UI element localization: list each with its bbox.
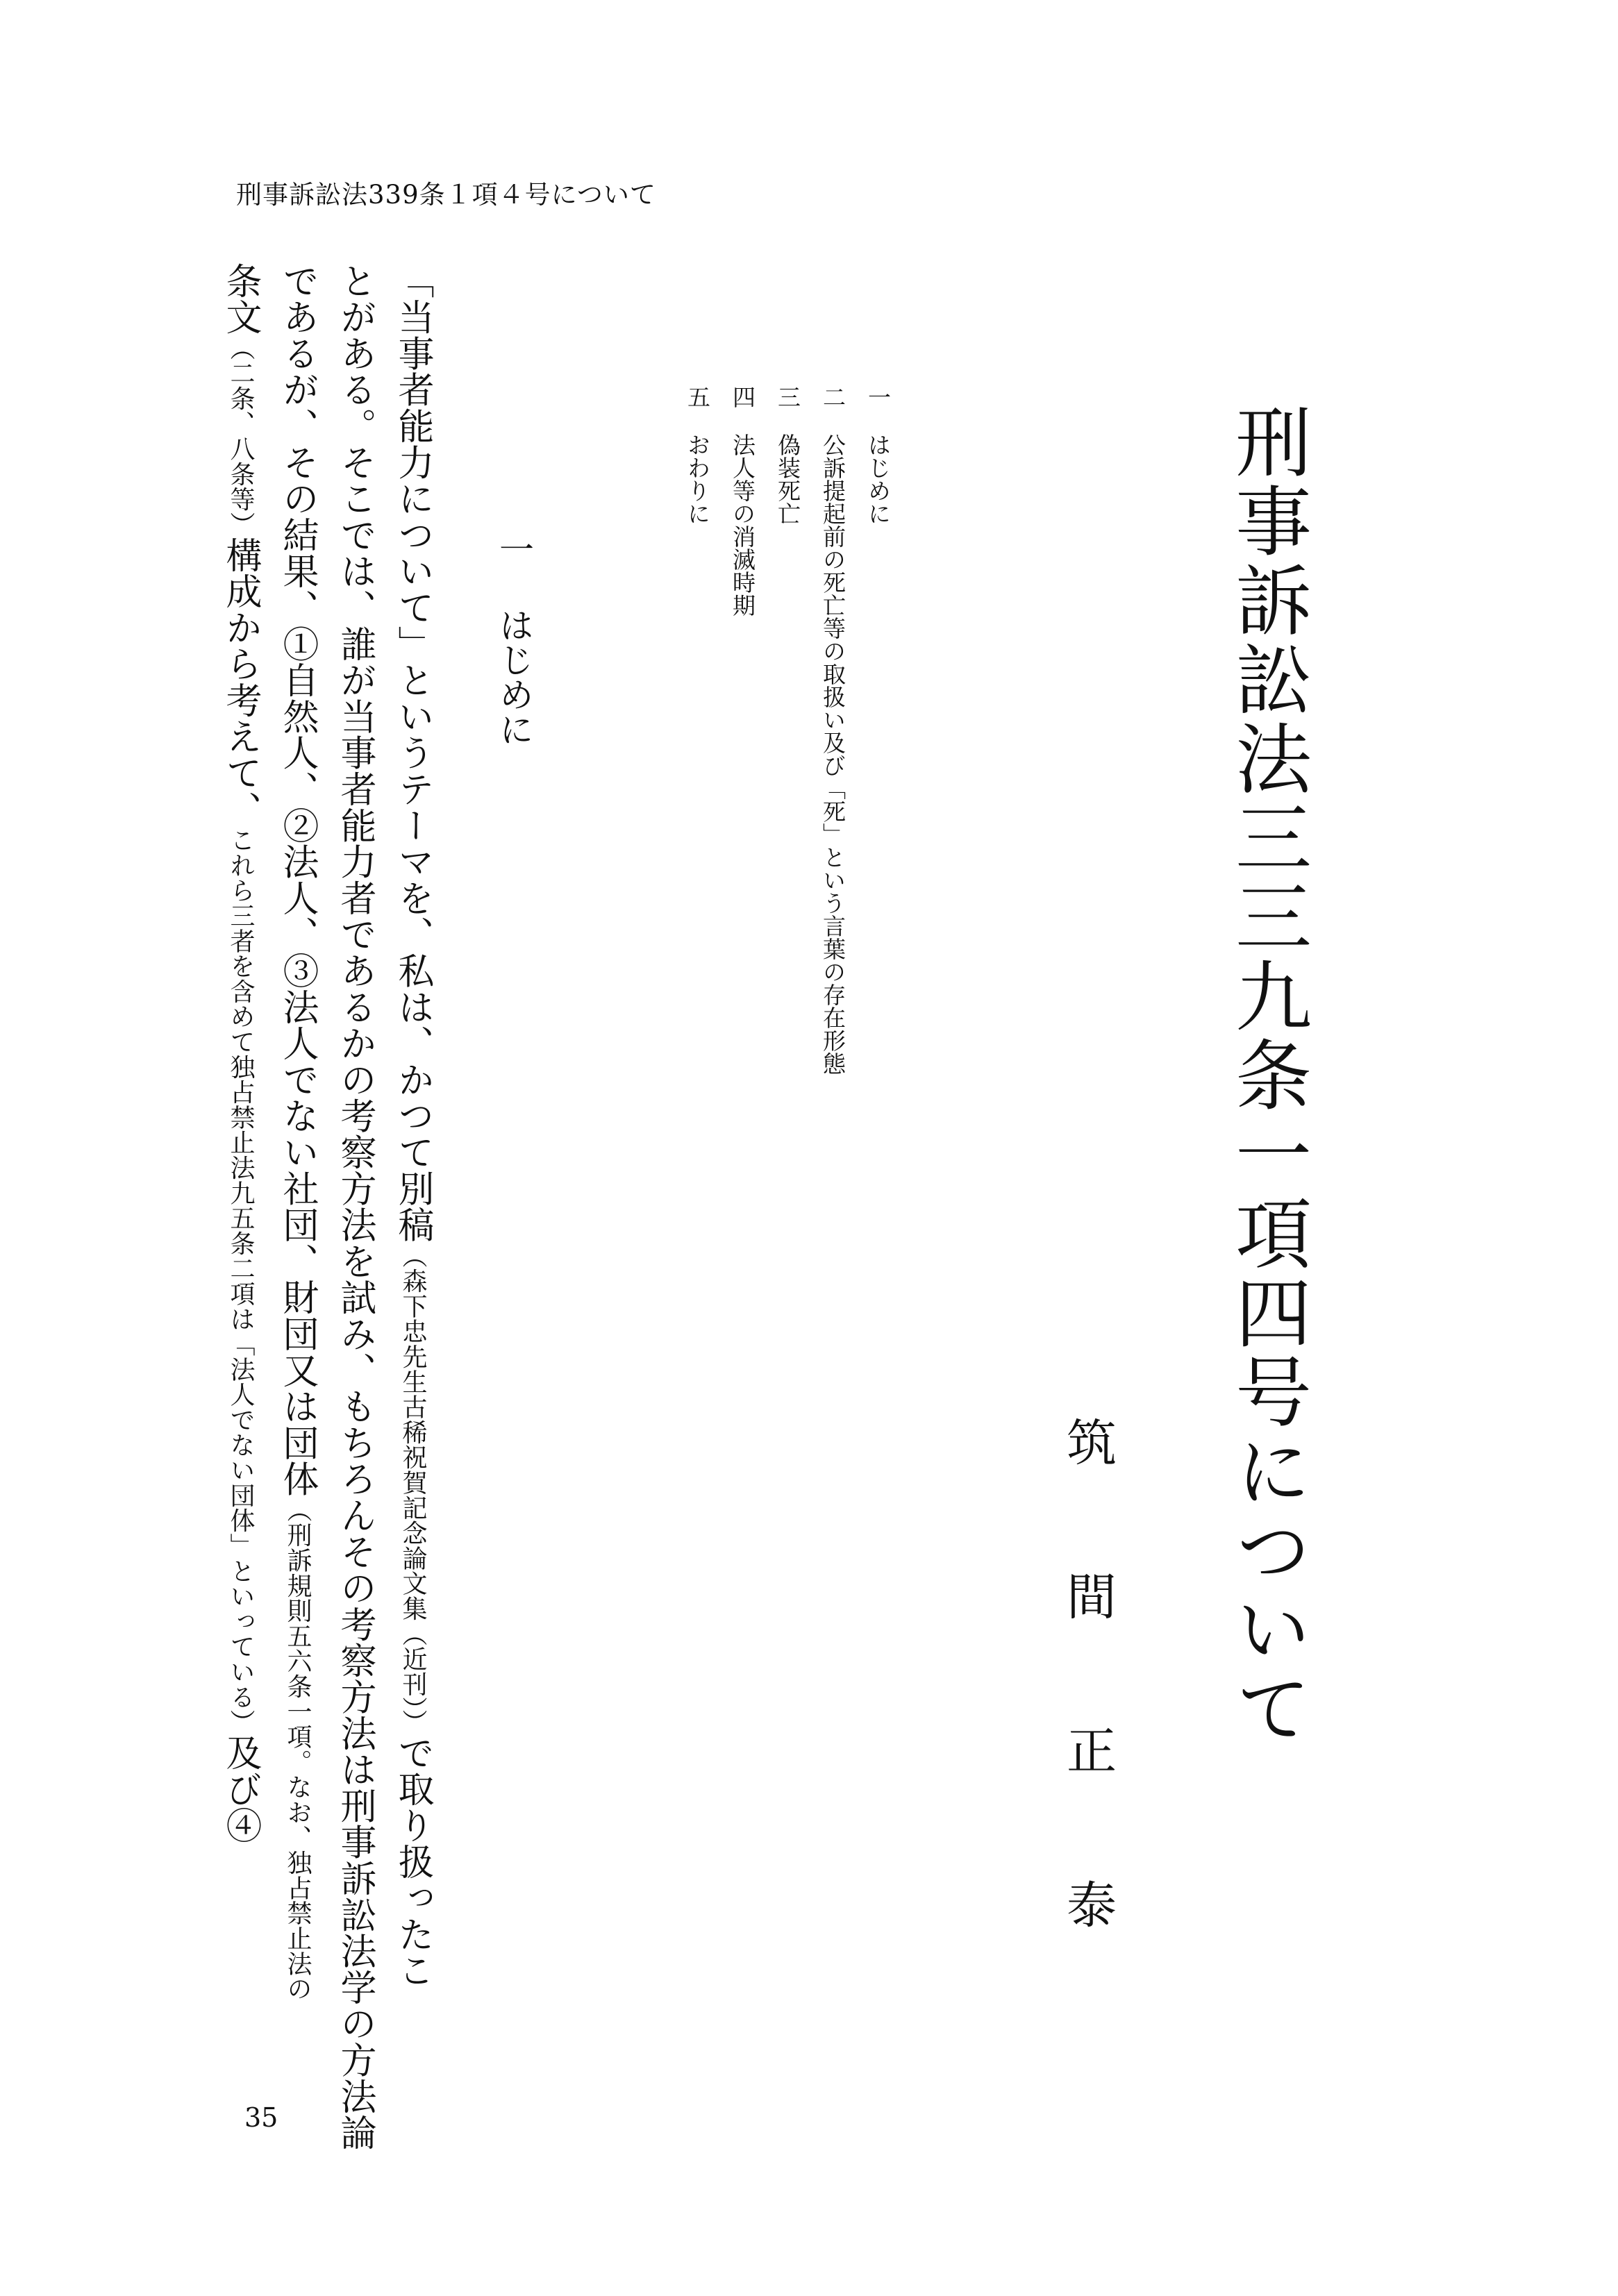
section-heading — [494, 531, 534, 746]
toc-item — [731, 385, 754, 617]
body-line — [394, 262, 431, 1988]
running-header: 刑事訴訟法339条１項４号について — [236, 180, 656, 210]
author-name: 筑間正泰 — [1058, 1416, 1117, 2033]
body-text-segment: 条文 — [219, 262, 261, 335]
body-text-segment: であるが、その結果、①自然人、②法人、③法人でない社団、財団又は団体 — [276, 262, 318, 1498]
toc-item-number: 五 — [684, 385, 711, 408]
toc-item-label: 公訴提起前の死亡等の取扱い及び「死」という言葉の存在形態 — [819, 433, 846, 1075]
parenthetical-note: （森下忠先生古稀祝賀記念論文集（近刊）） — [399, 1243, 427, 1735]
section-number: 一 — [494, 531, 534, 566]
body-text-segment: 及び④ — [219, 1734, 261, 1844]
body-line — [219, 262, 261, 1844]
section-label: はじめに — [494, 607, 534, 746]
body-text-segment: とがある。そこでは、誰が当事者能力者であるかの考察方法を試み、もちろんその考察方法は刑事訴訟法学の方法論 — [334, 262, 376, 2151]
toc-item-number: 四 — [729, 385, 756, 408]
toc-item-label: おわりに — [684, 433, 711, 525]
body-text-segment: 「当事者能力について」というテーマを、私は、かつて別稿 — [392, 262, 433, 1243]
toc-item — [821, 385, 844, 1075]
toc-item — [867, 385, 890, 525]
body-text-segment: 構成から考えて、 — [219, 537, 261, 828]
parenthetical-note: （二条、八条等） — [226, 335, 255, 537]
toc-item-label: 法人等の消滅時期 — [729, 433, 756, 617]
toc-item-label: 偽装死亡 — [774, 433, 801, 525]
body-line — [276, 262, 318, 2002]
toc-item-label: はじめに — [865, 433, 892, 525]
toc-item — [776, 385, 799, 525]
article-title: 刑事訴訟法三三九条一項四号について — [1223, 403, 1312, 1748]
parenthetical-note: これら三者を含めて独占禁止法九五条二項は「法人でない団体」といっている） — [226, 827, 255, 1735]
toc-item — [686, 385, 709, 525]
parenthetical-note: （刑訴規則五六条一項。なお、独占禁止法の — [283, 1497, 312, 2002]
toc-item-number: 三 — [774, 385, 801, 408]
body-text-segment: で取り扱ったこ — [392, 1734, 433, 1989]
toc-item-number: 二 — [819, 385, 846, 408]
page-number: 35 — [244, 2102, 278, 2133]
toc-item-number: 一 — [865, 385, 892, 408]
body-line — [334, 262, 376, 2151]
